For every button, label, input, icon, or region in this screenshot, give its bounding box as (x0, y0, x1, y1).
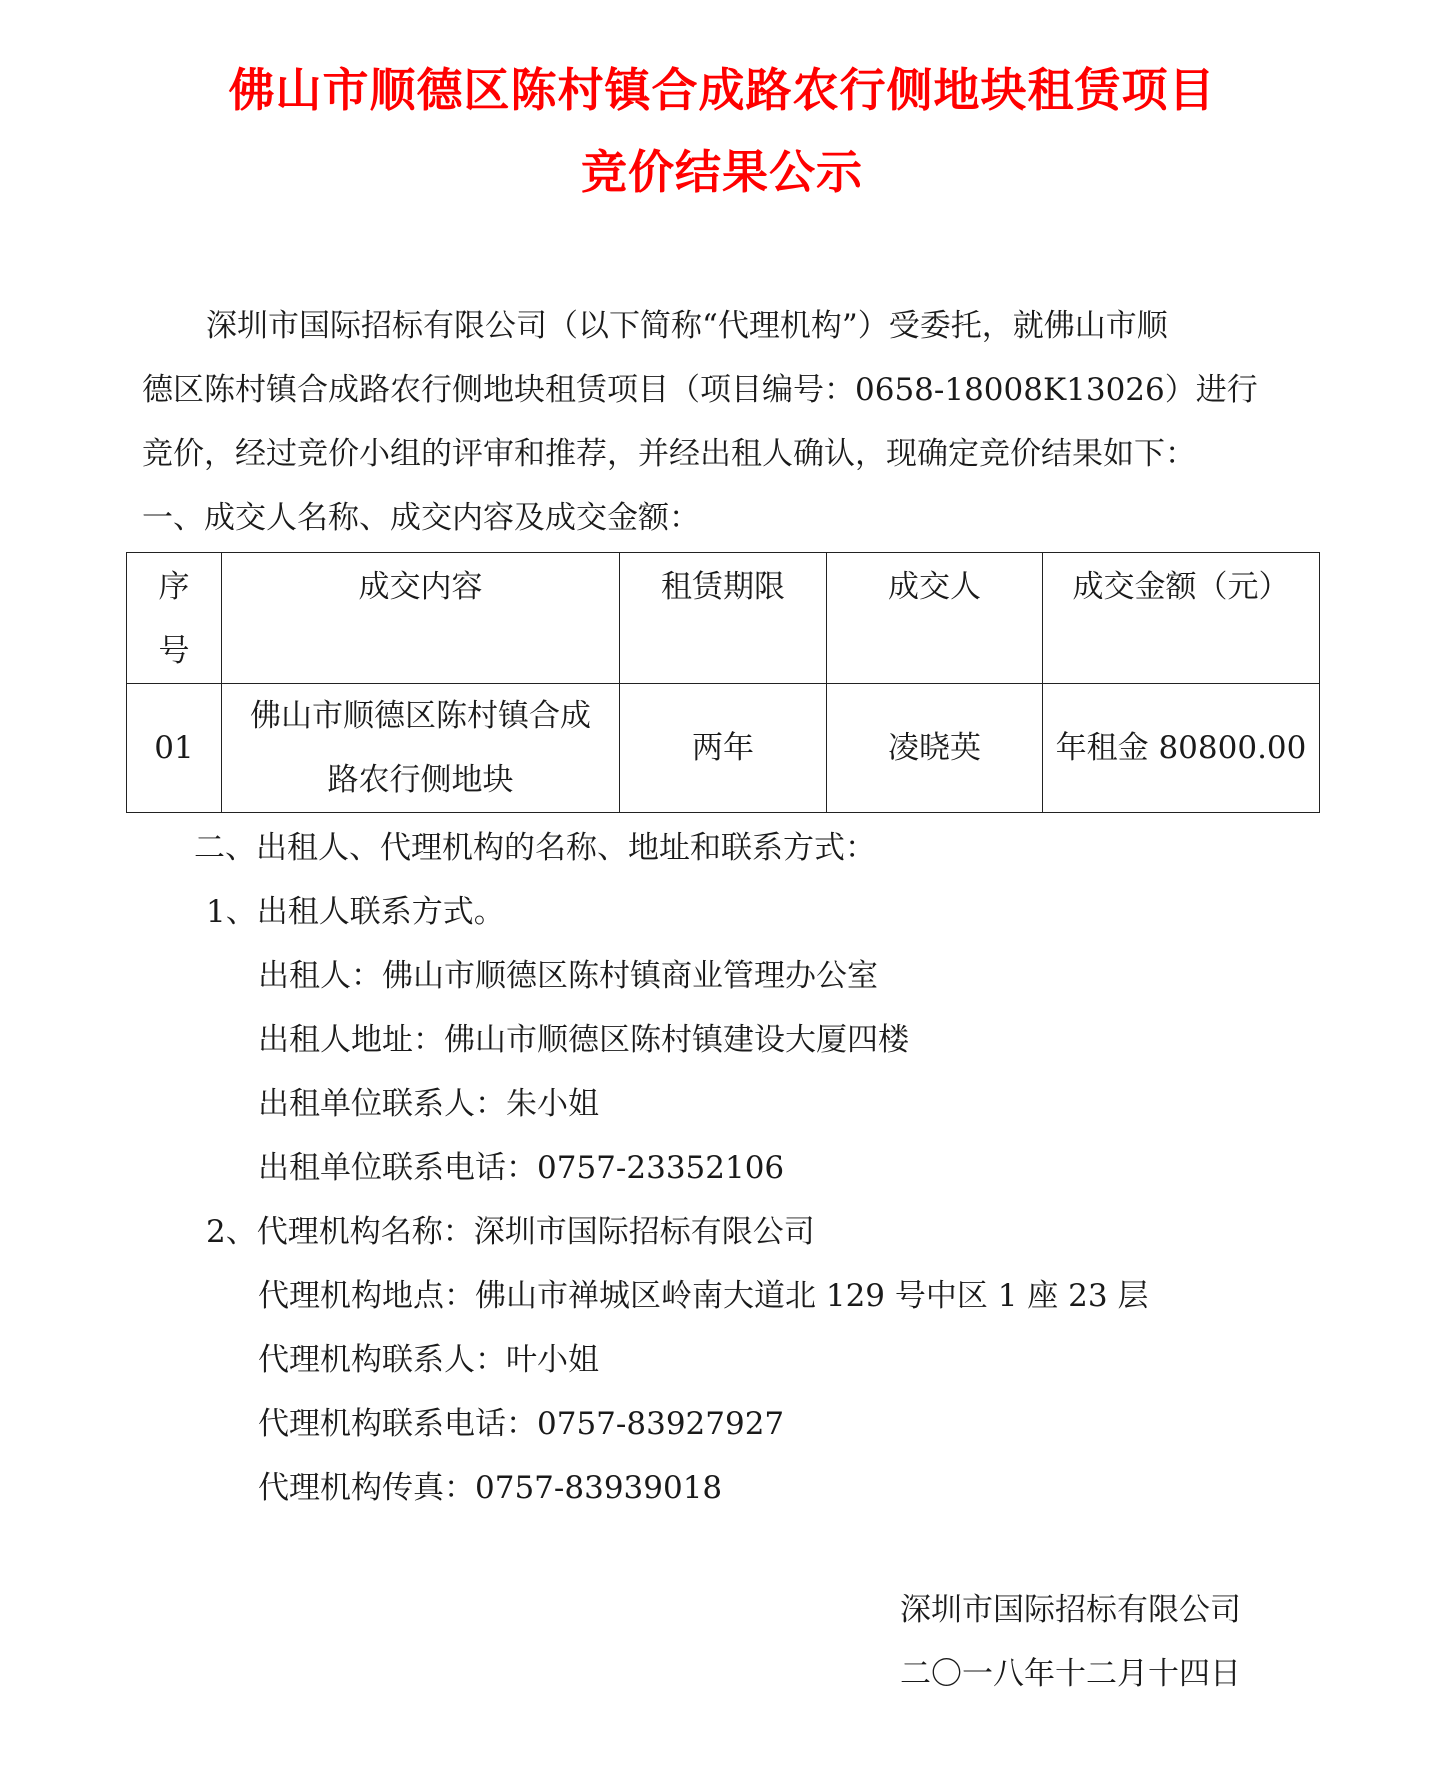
table-row (127, 684, 1320, 813)
lessor-name: 出租人：佛山市顺德区陈村镇商业管理办公室 (258, 958, 878, 994)
header-content: 成交内容 (222, 553, 620, 684)
document-title-line2: 竞价结果公示 (581, 145, 863, 199)
agency-contact: 代理机构联系人：叶小姐 (258, 1342, 599, 1378)
cell-term: 两年 (620, 684, 827, 813)
document-title-line1: 佛山市顺德区陈村镇合成路农行侧地块租赁项目 (228, 63, 1216, 117)
agency-address: 代理机构地点：佛山市禅城区岭南大道北 129 号中区 1 座 23 层 (258, 1278, 1149, 1314)
lessor-address: 出租人地址：佛山市顺德区陈村镇建设大厦四楼 (258, 1022, 909, 1058)
header-amount: 成交金额（元） (1043, 553, 1320, 684)
signature-date: 二〇一八年十二月十四日 (900, 1656, 1241, 1692)
agency-phone: 代理机构联系电话：0757-83927927 (258, 1406, 785, 1442)
cell-winner: 凌晓英 (827, 684, 1043, 813)
agency-fax: 代理机构传真：0757-83939018 (258, 1470, 723, 1506)
section2-heading: 二、出租人、代理机构的名称、地址和联系方式： (194, 830, 876, 866)
lessor-phone: 出租单位联系电话：0757-23352106 (258, 1150, 785, 1186)
table-header-row (127, 553, 1320, 684)
cell-amount: 年租金 80800.00 (1043, 684, 1320, 813)
lessor-contact: 出租单位联系人：朱小姐 (258, 1086, 599, 1122)
result-table (126, 552, 1320, 813)
signature-company: 深圳市国际招标有限公司 (900, 1592, 1241, 1628)
header-winner: 成交人 (827, 553, 1043, 684)
agency-heading: 2、代理机构名称：深圳市国际招标有限公司 (206, 1214, 815, 1250)
intro-paragraph-line1: 深圳市国际招标有限公司（以下简称“代理机构”）受委托，就佛山市顺 (206, 308, 1168, 344)
cell-content: 佛山市顺德区陈村镇合成路农行侧地块 (222, 684, 620, 813)
intro-paragraph-line2: 德区陈村镇合成路农行侧地块租赁项目（项目编号：0658-18008K13026）进行 (142, 372, 1258, 408)
cell-seq: 01 (127, 684, 222, 813)
lessor-heading: 1、出租人联系方式。 (206, 894, 505, 930)
header-seq: 序号 (127, 553, 222, 684)
section1-heading: 一、成交人名称、成交内容及成交金额： (142, 500, 700, 536)
intro-paragraph-line3: 竞价，经过竞价小组的评审和推荐，并经出租人确认，现确定竞价结果如下： (142, 436, 1196, 472)
header-term: 租赁期限 (620, 553, 827, 684)
